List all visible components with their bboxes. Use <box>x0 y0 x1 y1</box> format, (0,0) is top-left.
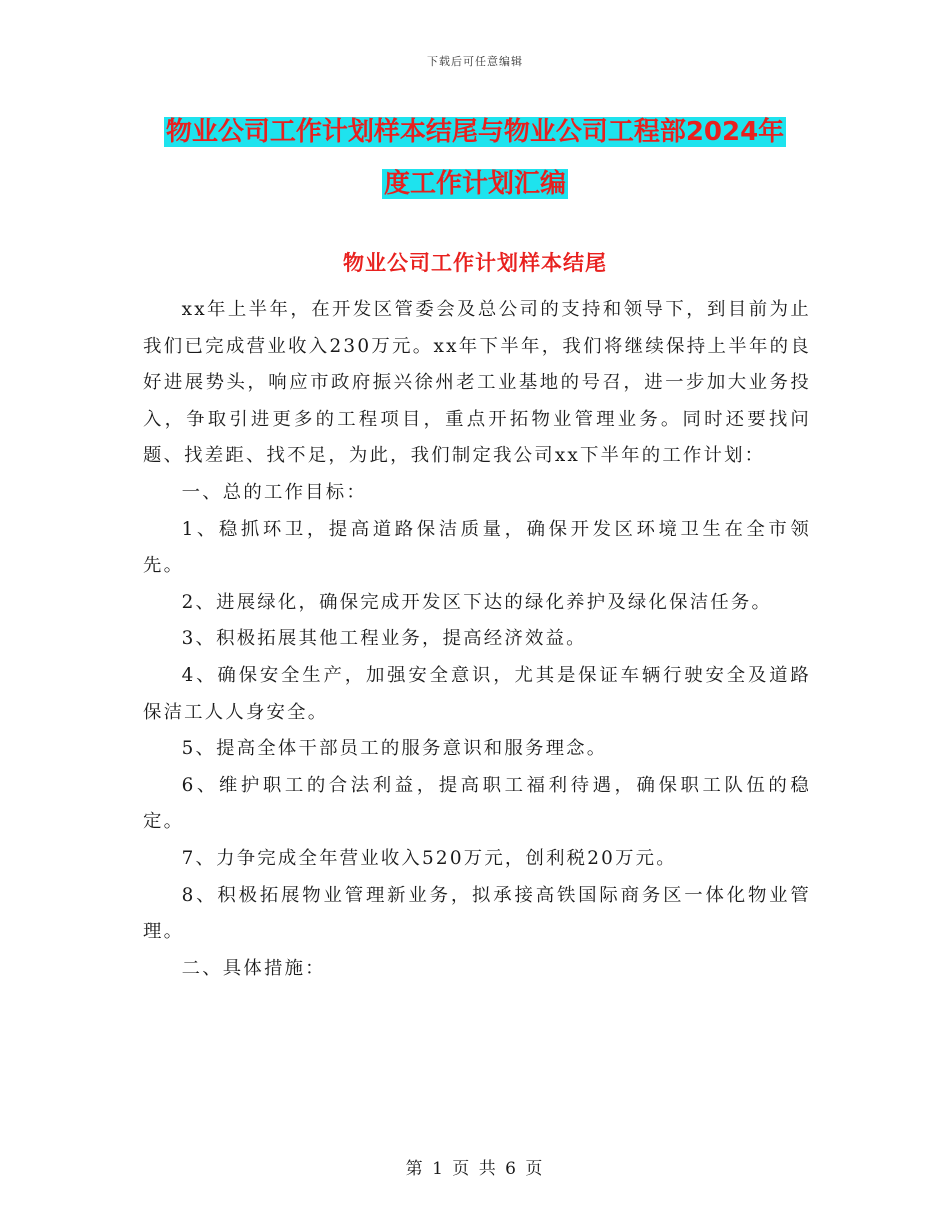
paragraph: 4、确保安全生产，加强安全意识，尤其是保证车辆行驶安全及道路保洁工人人身安全。 <box>143 664 811 723</box>
document-title-line-2: 度工作计划汇编 <box>383 169 566 199</box>
paragraph: 8、积极拓展物业管理新业务，拟承接高铁国际商务区一体化物业管理。 <box>143 884 811 943</box>
paragraph: 二、具体措施： <box>181 957 326 979</box>
document-title <box>140 106 810 210</box>
paragraph: 1、稳抓环卫，提高道路保洁质量，确保开发区环境卫生在全市领先。 <box>143 518 811 577</box>
section-title: 物业公司工作计划样本结尾 <box>343 251 607 275</box>
paragraph: 7、力争完成全年营业收入520万元，创利税20万元。 <box>181 847 677 869</box>
body-text <box>143 292 811 987</box>
paragraph: 5、提高全体干部员工的服务意识和服务理念。 <box>181 738 608 760</box>
paragraph: xx年上半年，在开发区管委会及总公司的支持和领导下，到目前为止我们已完成营业收入230万元。xx年下半年，我们将继续保持上半年的良好进展势头，响应市政府振兴徐州老工业基地的号召，进一步加大业务投入，争取引进更多的工程项目，重点开拓物业管理业务。同时还要找问题、找差距、找不足，为此，我们制定我公司xx下半年的工作计划： <box>143 299 811 467</box>
header-note: 下载后可任意编辑 <box>427 55 523 68</box>
paragraph: 2、进展绿化，确保完成开发区下达的绿化养护及绿化保洁任务。 <box>181 591 773 613</box>
paragraph: 一、总的工作目标： <box>181 481 367 503</box>
paragraph: 6、维护职工的合法利益，提高职工福利待遇，确保职工队伍的稳定。 <box>143 774 811 833</box>
document-title-line-1: 物业公司工作计划样本结尾与物业公司工程部2024年 <box>165 117 785 147</box>
paragraph: 3、积极拓展其他工程业务，提高经济效益。 <box>181 628 587 650</box>
page-number-footer: 第 1 页 共 6 页 <box>405 1159 545 1179</box>
